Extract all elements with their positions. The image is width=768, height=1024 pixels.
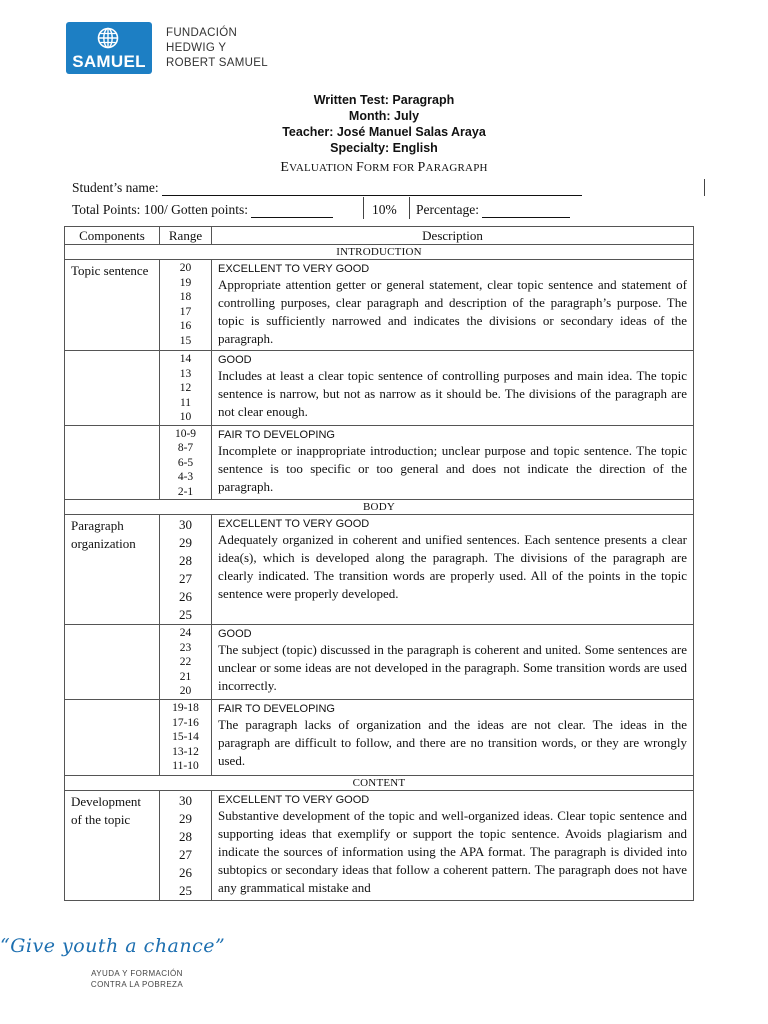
level-label: EXCELLENT TO VERY GOOD [218, 518, 370, 530]
form-title: EVALUATION FORM FOR PARAGRAPH [280, 160, 488, 175]
table-row [65, 625, 694, 700]
range-cell: 20 19 18 17 16 15 [160, 260, 212, 351]
foundation-line-1: FUNDACIÓN [166, 27, 238, 39]
header-description: Description [212, 227, 694, 245]
section-content: CONTENT [65, 776, 694, 791]
student-name-row [72, 180, 582, 196]
component-cell [65, 351, 160, 426]
component-cell: Paragraph organization [65, 515, 160, 625]
description-cell [212, 791, 694, 901]
component-cell [65, 625, 160, 700]
slogan-subtitle: AYUDA Y FORMACIÓN CONTRA LA POBREZA [90, 969, 184, 989]
level-label: FAIR TO DEVELOPING [218, 703, 335, 715]
level-label: GOOD [218, 628, 252, 640]
section-introduction: INTRODUCTION [65, 245, 694, 260]
table-row [65, 515, 694, 625]
range-cell: 10-9 8-7 6-5 4-3 2-1 [160, 425, 212, 500]
range-cell: 19-18 17-16 15-14 13-12 11-10 [160, 700, 212, 776]
foundation-name [166, 26, 268, 71]
component-cell [65, 425, 160, 500]
description-cell [212, 351, 694, 426]
table-row [65, 700, 694, 776]
divider [704, 179, 705, 196]
table-row [65, 351, 694, 426]
range-cell: 30 29 28 27 26 25 [160, 791, 212, 901]
description-cell [212, 625, 694, 700]
globe-icon [97, 27, 119, 49]
table-row [65, 260, 694, 351]
table-row [65, 425, 694, 500]
test-month: Month: July [348, 109, 420, 123]
gotten-points-field[interactable] [251, 203, 333, 218]
range-cell: 24 23 22 21 20 [160, 625, 212, 700]
percent-value: 10% [372, 202, 397, 217]
samuel-logo [66, 22, 152, 74]
student-name-label: Student’s name: [72, 180, 159, 195]
total-points-label: Total Points: 100/ Gotten points: [72, 202, 249, 217]
foundation-line-3: ROBERT SAMUEL [166, 57, 268, 69]
range-cell: 30 29 28 27 26 25 [160, 515, 212, 625]
description-text: Appropriate attention getter or general statement, clear topic sentence and statement of controlling purposes, clear paragraph and description of the paragraph’s purpose. The topic is sufficiently narrowed and indicates the divisions or secondary ideas of the paragraph. [218, 277, 687, 346]
description-text: The paragraph lacks of organization and the ideas are not clear. The ideas in the paragraph are difficult to follow, and there are no transition words, or they are wrongly used. [218, 717, 687, 768]
table-header-row [65, 227, 694, 245]
percentage-field[interactable] [482, 203, 570, 218]
slogan: “Give youth a chance” [0, 935, 226, 957]
level-label: GOOD [218, 354, 252, 366]
foundation-line-2: HEDWIG Y [166, 42, 227, 54]
description-cell [212, 515, 694, 625]
student-name-field[interactable] [162, 181, 582, 196]
test-specialty: Specialty: English [330, 141, 438, 155]
percentage-row [416, 202, 570, 218]
section-body: BODY [65, 500, 694, 515]
test-teacher: Teacher: José Manuel Salas Araya [282, 125, 486, 139]
component-cell: Topic sentence [65, 260, 160, 351]
description-cell [212, 425, 694, 500]
level-label: FAIR TO DEVELOPING [218, 428, 335, 441]
component-cell: Development of the topic [65, 791, 160, 901]
level-label: EXCELLENT TO VERY GOOD [218, 794, 370, 806]
description-text: Substantive development of the topic and well-organized ideas. Clear topic sentence and supporting ideas that exemplify or support the topic sentence. Avoids plagiarism and indicate the sources of information using the APA format. The paragraph is divided into subtopics or secondary ideas that follow a coherent pattern. The paragraph does not have any grammatical mistake and [218, 808, 687, 895]
logo-word: SAMUEL [72, 52, 146, 71]
description-text: Includes at least a clear topic sentence of controlling purposes and main idea. The topic sentence is narrow, but not as narrow as it should be. The divisions of the paragraph are not clear enough. [218, 368, 687, 419]
description-text: The subject (topic) discussed in the paragraph is coherent and united. Some sentences are unclear or some ideas are not developed in the paragraph. Some transition words are used incorrectly. [218, 642, 687, 693]
header-components: Components [65, 227, 160, 245]
description-cell [212, 260, 694, 351]
description-text: Incomplete or inappropriate introduction; unclear purpose and topic sentence. The topic sentence is too specific or too general and does not indicate the direction of the paragraph. [218, 442, 687, 494]
points-row [72, 202, 333, 218]
percentage-label: Percentage: [416, 202, 479, 217]
description-text: Adequately organized in coherent and unified sentences. Each sentence presents a clear idea(s), which is developed along the paragraph. The divisions of the paragraph are clearly indicated. The transition words are properly used. All of the points in the topic sentence were properly developed. [218, 532, 687, 601]
divider [363, 197, 364, 219]
header-range: Range [160, 227, 212, 245]
level-label: EXCELLENT TO VERY GOOD [218, 263, 370, 275]
test-title: Written Test: Paragraph [313, 93, 455, 107]
table-row [65, 791, 694, 901]
description-cell [212, 700, 694, 776]
range-cell: 14 13 12 11 10 [160, 351, 212, 426]
rubric-table [64, 226, 694, 901]
divider [409, 197, 410, 219]
component-cell [65, 700, 160, 776]
